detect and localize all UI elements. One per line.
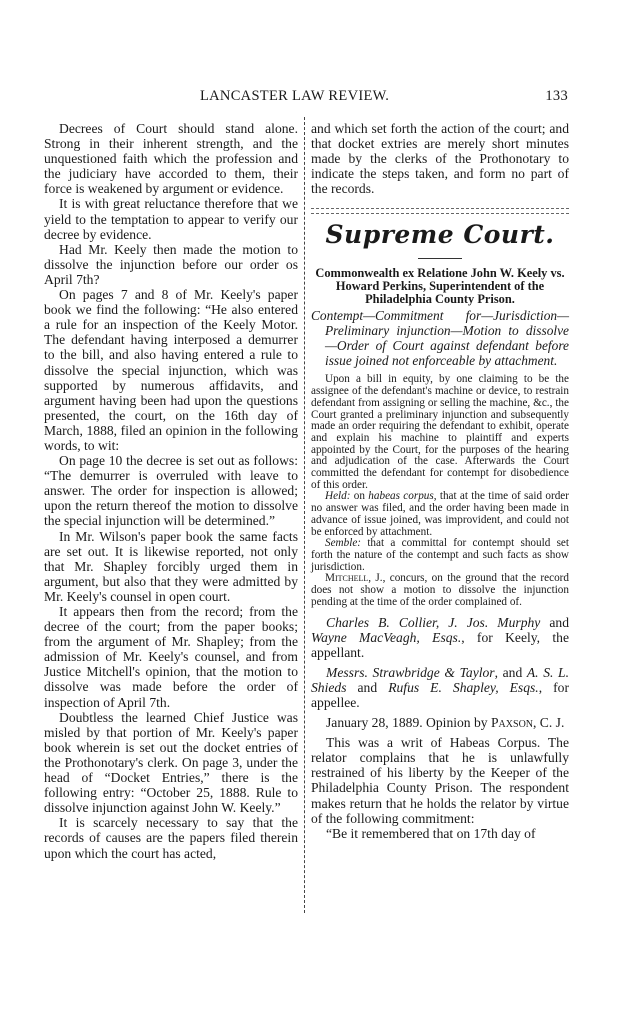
counsel-appellant: Charles B. Collier, J. Jos. Murphy and Wayne MacVeagh, Esqs., for Keely, the appellant. <box>311 614 569 660</box>
paragraph: Doubtless the learned Chief Justice was misled by that portion of Mr. Keely's paper book wherein is set out the docket entries of the Prothonotary's clerk. On page 3, under the head of “Docket Entries,” there is the following entry: “October 25, 1888. Rule to dissolve injunction against John W. Keely.” <box>44 709 298 816</box>
column-divider <box>304 117 305 913</box>
right-column <box>311 121 569 841</box>
headnote: Contempt—Commitment for—Jurisdiction—Preliminary injunction—Motion to dissolve—Order of Court against defendant before issue joined not enforceable by attachment. <box>311 308 569 368</box>
paragraph: It appears then from the record; from the decree of the court; from the paper books; from the argument of Mr. Shapley; from the admission of Mr. Keely's counsel, and from Justice Mitchell's opinion, that the motion to dissolve was made before the order of inspection of April 7th. <box>44 604 298 710</box>
paragraph: It is with great reluctance therefore that we yield to the temptation to appear to verify our decree by evidence. <box>44 196 298 242</box>
concurrence-paragraph: Mitchell, J., concurs, on the ground that the record does not show a motion to dissolve the injunction pending at the time of the order complained of. <box>311 572 569 608</box>
opinion-paragraph: “Be it remembered that on 17th day of <box>326 825 536 841</box>
judge-name: Mitchell, J. <box>325 572 383 585</box>
short-divider <box>418 258 462 259</box>
syllabus <box>311 374 569 608</box>
paragraph: On pages 7 and 8 of Mr. Keely's paper book we find the following: “He also entered a rule for an inspection of the Keely Motor. The defendant having interposed a demurrer to the bill, and also having entered a rule to dissolve the special injunction, which was supported by numerous affidavits, and argument having been had upon the questions presented, the court, on the 16th day of March, 1888, filed an opinion in the following words, to wit: <box>44 287 298 453</box>
counsel-section <box>311 615 569 731</box>
syllabus-paragraph: Upon a bill in equity, by one claiming to be the assignee of the defendant's machine or device, to restrain defendant from assigning or selling the machine, &c., the Court granted a preliminary injunction and subsequently made an order requiring the defendant to exhibit, operate and explain his machine to plaintiff and experts appointed by the Court, for the purposes of the hearing and adjudication of the case. Afterwards the Court committed the defendant for contempt for disobedience of this order. <box>311 373 569 491</box>
paragraph: Had Mr. Keely then made the motion to dissolve the injunction before our order os April 7th? <box>44 241 298 287</box>
continuation-paragraph: and which set forth the action of the court; and that docket extries are merely short minutes made by the clerks of the Prothonotary to indicate the steps taken, and form no part of the records. <box>311 121 569 197</box>
paragraph: Decrees of Court should stand alone. Strong in their inherent strength, and the unquestioned faith which the profession and the judiciary have accorded to them, their force is weakened by argument or evidence. <box>44 121 298 197</box>
left-column <box>44 121 298 861</box>
page-number: 133 <box>545 88 568 104</box>
case-title: Commonwealth ex Relatione John W. Keely vs. Howard Perkins, Superintendent of the Philadelphia County Prison. <box>315 266 565 306</box>
held-paragraph: Held: on habeas corpus, that at the time of said order no answer was filed, and the order having been made in advance of issue joined, was improvident, and could not be enforced by attachment. <box>311 490 569 538</box>
paragraph: On page 10 the decree is set out as follows: “The demurrer is overruled with leave to answer. The order for inspection is allowed; upon the return thereof the motion to dissolve the special injunction will be determined.” <box>44 453 298 529</box>
held-term: habeas corpus <box>368 490 434 503</box>
opinion-judge: Paxson, C. J. <box>491 715 565 731</box>
counsel-appellee: Messrs. Strawbridge & Taylor, and A. S. L. Shieds and Rufus E. Shapley, Esqs., for appellee. <box>311 664 569 710</box>
section-divider <box>311 208 569 214</box>
semble-label: Semble: <box>325 537 362 550</box>
opinion-paragraph: This was a writ of Habeas Corpus. The relator complains that he is unlawfully restrained of his liberty by the Keeper of the Philadelphia County Prison. The respondent makes return that he holds the relator by virtue of the following commitment: <box>311 735 569 826</box>
journal-title: LANCASTER LAW REVIEW. <box>200 88 390 104</box>
court-heading: Supreme Court. <box>325 220 555 250</box>
paragraph: It is scarcely necessary to say that the records of causes are the papers filed therein upon which the court has acted, <box>44 815 298 861</box>
paragraph: In Mr. Wilson's paper book the same facts are set out. It is likewise reported, not only that Mr. Shapley forcibly urged them in argument, but also that they were admitted by Mr. Keely's counsel in open court. <box>44 528 298 604</box>
held-label: Held: <box>325 490 351 503</box>
running-head <box>200 88 568 106</box>
opinion-date-line: January 28, 1889. Opinion by Paxson, C. J. <box>326 715 565 731</box>
semble-paragraph: Semble: that a committal for contempt should set forth the nature of the contempt and such facts as show jurisdiction. <box>311 537 569 573</box>
